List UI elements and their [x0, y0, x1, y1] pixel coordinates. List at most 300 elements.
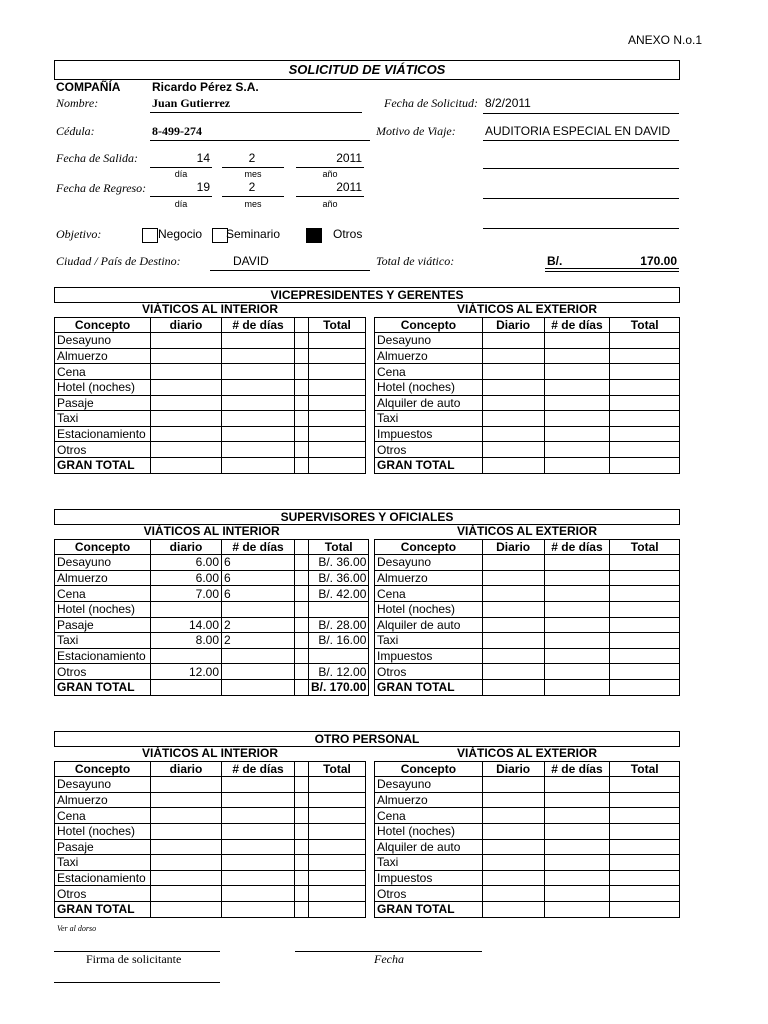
column-header: Total	[610, 539, 680, 555]
grand-total-cell[interactable]	[151, 901, 222, 917]
concept-cell: Cena	[375, 364, 483, 380]
value-cell[interactable]	[482, 411, 544, 427]
column-header: Concepto	[55, 539, 151, 555]
total-cell[interactable]	[309, 333, 366, 349]
total-cell[interactable]	[309, 839, 366, 855]
value-cell[interactable]	[544, 617, 610, 633]
name-value[interactable]: Juan Gutierrez	[152, 96, 231, 110]
value-cell[interactable]	[610, 601, 680, 617]
exterior-heading: VIÁTICOS AL EXTERIOR	[456, 524, 597, 539]
total-cell[interactable]	[309, 442, 366, 458]
concept-cell: Hotel (noches)	[55, 601, 151, 617]
table-row	[55, 395, 366, 411]
blank-cell[interactable]	[295, 586, 309, 602]
table-row	[55, 792, 366, 808]
interior-heading: VIÁTICOS AL INTERIOR	[141, 302, 278, 317]
return-year[interactable]: 2011	[336, 180, 362, 194]
total-cell[interactable]: B/. 42.00	[309, 586, 369, 602]
dias-cell[interactable]	[222, 886, 295, 902]
value-cell[interactable]	[544, 426, 610, 442]
table-row	[55, 855, 366, 871]
value-cell[interactable]	[610, 570, 680, 586]
exterior-heading: VIÁTICOS AL EXTERIOR	[456, 746, 597, 761]
value-cell[interactable]	[544, 664, 610, 680]
total-cell[interactable]: B/. 36.00	[309, 570, 369, 586]
diario-cell[interactable]	[151, 348, 222, 364]
value-cell[interactable]	[610, 586, 680, 602]
blank-cell[interactable]	[295, 411, 309, 427]
diario-cell[interactable]	[151, 855, 222, 871]
value-cell[interactable]	[544, 395, 610, 411]
value-cell[interactable]	[610, 823, 680, 839]
grand-total-cell[interactable]	[482, 679, 544, 695]
value-cell[interactable]	[610, 792, 680, 808]
value-cell[interactable]	[610, 426, 680, 442]
column-header: Diario	[482, 761, 544, 777]
value-cell[interactable]	[610, 333, 680, 349]
value-cell[interactable]	[482, 348, 544, 364]
concept-cell: Taxi	[375, 855, 483, 871]
value-cell[interactable]	[610, 617, 680, 633]
grand-total-cell[interactable]	[482, 457, 544, 473]
departure-day-caption: día	[174, 169, 188, 179]
value-cell[interactable]	[544, 570, 610, 586]
column-header: Total	[610, 317, 680, 333]
form-title: SOLICITUD DE VIÁTICOS	[54, 60, 680, 80]
value-cell[interactable]	[482, 792, 544, 808]
value-cell[interactable]	[544, 333, 610, 349]
return-day-caption: día	[174, 199, 188, 209]
table-row	[375, 886, 680, 902]
blank-cell[interactable]	[295, 839, 309, 855]
grand-total-cell[interactable]	[610, 901, 680, 917]
blank-cell[interactable]	[295, 333, 309, 349]
value-cell[interactable]	[610, 886, 680, 902]
dias-cell[interactable]: 6	[222, 570, 295, 586]
column-header: Concepto	[55, 317, 151, 333]
dias-cell[interactable]: 6	[222, 586, 295, 602]
grand-total-value[interactable]	[309, 457, 366, 473]
diario-cell[interactable]	[151, 870, 222, 886]
value-cell[interactable]	[482, 823, 544, 839]
concept-cell: Hotel (noches)	[55, 823, 151, 839]
return-day[interactable]: 19	[196, 180, 210, 194]
table-row	[55, 617, 369, 633]
diario-cell[interactable]	[151, 839, 222, 855]
column-header: diario	[151, 317, 222, 333]
concept-cell: Estacionamiento	[55, 648, 151, 664]
table-row	[55, 648, 369, 664]
dias-cell[interactable]	[222, 601, 295, 617]
blank-cell[interactable]	[295, 633, 309, 649]
value-cell[interactable]	[544, 855, 610, 871]
table-row	[375, 664, 680, 680]
total-cell[interactable]	[309, 777, 366, 793]
column-header: Concepto	[375, 317, 483, 333]
value-cell[interactable]	[482, 364, 544, 380]
value-cell[interactable]	[482, 617, 544, 633]
diario-cell[interactable]	[151, 808, 222, 824]
total-cell[interactable]	[309, 395, 366, 411]
grand-total-cell[interactable]	[610, 457, 680, 473]
dias-cell[interactable]	[222, 348, 295, 364]
dias-cell[interactable]	[222, 808, 295, 824]
total-cell[interactable]: B/. 16.00	[309, 633, 369, 649]
diario-cell[interactable]	[151, 333, 222, 349]
column-header: Concepto	[55, 761, 151, 777]
grand-total-cell[interactable]	[544, 901, 610, 917]
table-row	[375, 808, 680, 824]
value-cell[interactable]	[544, 839, 610, 855]
grand-total-cell[interactable]	[610, 679, 680, 695]
departure-year[interactable]: 2011	[336, 151, 362, 165]
value-cell[interactable]	[610, 870, 680, 886]
blank-cell[interactable]	[295, 823, 309, 839]
value-cell[interactable]	[544, 633, 610, 649]
total-cell[interactable]	[309, 348, 366, 364]
column-header: # de días	[544, 317, 610, 333]
total-underline	[545, 268, 679, 269]
concept-cell: Almuerzo	[55, 570, 151, 586]
total-cell[interactable]	[309, 886, 366, 902]
table-row	[55, 823, 366, 839]
value-cell[interactable]	[544, 555, 610, 571]
diario-cell[interactable]	[151, 411, 222, 427]
dias-cell[interactable]	[222, 792, 295, 808]
table-row	[375, 442, 680, 458]
table-row	[375, 855, 680, 871]
dias-cell[interactable]	[222, 442, 295, 458]
see-back-note: Ver al dorso	[57, 924, 97, 933]
dias-cell[interactable]: 6	[222, 555, 295, 571]
table-row	[55, 426, 366, 442]
concept-cell: Otros	[55, 886, 151, 902]
value-cell[interactable]	[544, 442, 610, 458]
column-header: Total	[309, 761, 366, 777]
dias-cell[interactable]	[222, 364, 295, 380]
dias-cell[interactable]	[222, 870, 295, 886]
column-header: # de días	[222, 317, 295, 333]
value-cell[interactable]	[544, 601, 610, 617]
table-row	[55, 633, 369, 649]
departure-month[interactable]: 2	[248, 151, 256, 165]
grand-total-cell[interactable]	[222, 457, 295, 473]
dias-cell[interactable]	[222, 648, 295, 664]
value-cell[interactable]	[544, 808, 610, 824]
diario-cell[interactable]: 7.00	[151, 586, 222, 602]
diario-cell[interactable]: 12.00	[151, 664, 222, 680]
column-spacer	[295, 539, 309, 555]
section-title: OTRO PERSONAL	[54, 731, 680, 747]
departure-year-underline	[296, 167, 364, 168]
diario-cell[interactable]: 14.00	[151, 617, 222, 633]
blank-cell[interactable]	[295, 555, 309, 571]
grand-total-cell[interactable]	[482, 901, 544, 917]
blank-cell[interactable]	[295, 886, 309, 902]
dias-cell[interactable]	[222, 823, 295, 839]
table-row	[375, 348, 680, 364]
value-cell[interactable]	[482, 379, 544, 395]
blank-cell[interactable]	[295, 777, 309, 793]
diario-cell[interactable]	[151, 823, 222, 839]
total-cell[interactable]	[309, 648, 369, 664]
table-row	[55, 555, 369, 571]
grand-total-cell[interactable]	[544, 457, 610, 473]
total-cell[interactable]: B/. 12.00	[309, 664, 369, 680]
grand-total-cell[interactable]	[222, 901, 295, 917]
grand-total-row	[375, 679, 680, 695]
return-month-underline	[222, 196, 284, 197]
value-cell[interactable]	[544, 348, 610, 364]
grand-total-value[interactable]	[309, 901, 366, 917]
total-value[interactable]: 170.00	[640, 254, 677, 268]
value-cell[interactable]	[482, 839, 544, 855]
total-cell[interactable]	[309, 855, 366, 871]
id-label: Cédula:	[56, 124, 95, 138]
interior-heading: VIÁTICOS AL INTERIOR	[143, 524, 280, 539]
table-row	[375, 333, 680, 349]
table-row	[375, 411, 680, 427]
business-checkbox[interactable]	[142, 228, 158, 243]
concept-cell: Impuestos	[375, 648, 483, 664]
grand-total-label: GRAN TOTAL	[375, 901, 483, 917]
value-cell[interactable]	[482, 777, 544, 793]
column-spacer	[295, 317, 309, 333]
date-label: Fecha	[374, 952, 404, 966]
destination-value[interactable]: DAVID	[233, 254, 269, 268]
value-cell[interactable]	[544, 870, 610, 886]
diario-cell[interactable]	[151, 395, 222, 411]
grand-total-cell[interactable]	[544, 679, 610, 695]
blank-cell[interactable]	[295, 570, 309, 586]
grand-total-cell[interactable]	[295, 679, 309, 695]
request-date-value[interactable]: 8/2/2011	[485, 96, 531, 110]
concept-cell: Otros	[55, 442, 151, 458]
blank-cell[interactable]	[295, 395, 309, 411]
total-cell[interactable]	[309, 808, 366, 824]
value-cell[interactable]	[610, 808, 680, 824]
grand-total-label: GRAN TOTAL	[55, 679, 151, 695]
diario-cell[interactable]: 6.00	[151, 555, 222, 571]
value-cell[interactable]	[482, 395, 544, 411]
blank-cell[interactable]	[295, 348, 309, 364]
diario-cell[interactable]	[151, 601, 222, 617]
value-cell[interactable]	[544, 364, 610, 380]
grand-total-cell[interactable]	[295, 457, 309, 473]
column-header: diario	[151, 539, 222, 555]
departure-day[interactable]: 14	[196, 151, 210, 165]
id-value[interactable]: 8-499-274	[152, 124, 202, 138]
diario-cell[interactable]	[151, 442, 222, 458]
total-cell[interactable]	[309, 379, 366, 395]
value-cell[interactable]	[610, 555, 680, 571]
value-cell[interactable]	[610, 442, 680, 458]
total-cell[interactable]	[309, 411, 366, 427]
total-cell[interactable]	[309, 823, 366, 839]
value-cell[interactable]	[482, 886, 544, 902]
value-cell[interactable]	[610, 348, 680, 364]
value-cell[interactable]	[482, 664, 544, 680]
blank-cell[interactable]	[295, 601, 309, 617]
blank-cell[interactable]	[295, 379, 309, 395]
dias-cell[interactable]: 2	[222, 617, 295, 633]
concept-cell: Otros	[55, 664, 151, 680]
table-row	[55, 379, 366, 395]
value-cell[interactable]	[482, 586, 544, 602]
total-cell[interactable]: B/. 36.00	[309, 555, 369, 571]
exterior-expense-table	[374, 302, 680, 474]
grand-total-value[interactable]: B/. 170.00	[309, 679, 369, 695]
concept-cell: Impuestos	[375, 870, 483, 886]
annex-label: ANEXO N.o.1	[628, 33, 703, 47]
total-cell[interactable]	[309, 870, 366, 886]
diario-cell[interactable]	[151, 648, 222, 664]
grand-total-cell[interactable]	[151, 457, 222, 473]
dias-cell[interactable]	[222, 426, 295, 442]
interior-expense-table	[54, 524, 369, 696]
concept-cell: Pasaje	[55, 617, 151, 633]
concept-cell: Hotel (noches)	[375, 379, 483, 395]
table-row	[375, 395, 680, 411]
dias-cell[interactable]: 2	[222, 633, 295, 649]
diario-cell[interactable]: 6.00	[151, 570, 222, 586]
value-cell[interactable]	[610, 364, 680, 380]
grand-total-label: GRAN TOTAL	[375, 679, 483, 695]
grand-total-cell[interactable]	[151, 679, 222, 695]
table-row	[375, 570, 680, 586]
value-cell[interactable]	[482, 855, 544, 871]
diario-cell[interactable]: 8.00	[151, 633, 222, 649]
diario-cell[interactable]	[151, 886, 222, 902]
total-cell[interactable]: B/. 28.00	[309, 617, 369, 633]
value-cell[interactable]	[544, 379, 610, 395]
diario-cell[interactable]	[151, 792, 222, 808]
concept-cell: Cena	[55, 808, 151, 824]
diario-cell[interactable]	[151, 364, 222, 380]
grand-total-label: GRAN TOTAL	[55, 457, 151, 473]
value-cell[interactable]	[610, 633, 680, 649]
table-row	[375, 777, 680, 793]
value-cell[interactable]	[610, 839, 680, 855]
value-cell[interactable]	[482, 426, 544, 442]
dias-cell[interactable]	[222, 333, 295, 349]
value-cell[interactable]	[482, 601, 544, 617]
diario-cell[interactable]	[151, 426, 222, 442]
total-cell[interactable]	[309, 364, 366, 380]
concept-cell: Cena	[55, 364, 151, 380]
value-cell[interactable]	[482, 555, 544, 571]
value-cell[interactable]	[482, 570, 544, 586]
table-row	[375, 426, 680, 442]
value-cell[interactable]	[544, 411, 610, 427]
request-date-underline	[483, 113, 679, 114]
column-header: # de días	[222, 539, 295, 555]
value-cell[interactable]	[544, 777, 610, 793]
blank-cell[interactable]	[295, 792, 309, 808]
concept-cell: Desayuno	[55, 333, 151, 349]
value-cell[interactable]	[610, 648, 680, 664]
grand-total-cell[interactable]	[222, 679, 295, 695]
value-cell[interactable]	[610, 395, 680, 411]
value-cell[interactable]	[482, 633, 544, 649]
departure-year-caption: año	[322, 169, 338, 179]
concept-cell: Hotel (noches)	[375, 601, 483, 617]
column-header: Concepto	[375, 761, 483, 777]
table-row	[375, 839, 680, 855]
blank-cell[interactable]	[295, 617, 309, 633]
interior-expense-table	[54, 746, 366, 918]
table-row	[375, 633, 680, 649]
value-cell[interactable]	[610, 411, 680, 427]
other-option-label: Otros	[333, 227, 363, 241]
table-row	[55, 411, 366, 427]
value-cell[interactable]	[482, 442, 544, 458]
dias-cell[interactable]	[222, 379, 295, 395]
dias-cell[interactable]	[222, 395, 295, 411]
return-month[interactable]: 2	[248, 180, 256, 194]
dias-cell[interactable]	[222, 411, 295, 427]
grand-total-label: GRAN TOTAL	[375, 457, 483, 473]
table-row	[375, 823, 680, 839]
table-row	[55, 839, 366, 855]
value-cell[interactable]	[544, 792, 610, 808]
diario-cell[interactable]	[151, 379, 222, 395]
table-row	[55, 333, 366, 349]
blank-cell[interactable]	[295, 808, 309, 824]
total-cell[interactable]	[309, 792, 366, 808]
value-cell[interactable]	[482, 333, 544, 349]
expense-section	[54, 731, 680, 921]
grand-total-cell[interactable]	[295, 901, 309, 917]
dias-cell[interactable]	[222, 664, 295, 680]
value-cell[interactable]	[610, 855, 680, 871]
blank-cell[interactable]	[295, 870, 309, 886]
value-cell[interactable]	[610, 664, 680, 680]
total-cell[interactable]	[309, 601, 369, 617]
blank-cell[interactable]	[295, 442, 309, 458]
dias-cell[interactable]	[222, 839, 295, 855]
value-cell[interactable]	[482, 808, 544, 824]
concept-cell: Otros	[375, 664, 483, 680]
blank-cell[interactable]	[295, 364, 309, 380]
total-cell[interactable]	[309, 426, 366, 442]
blank-cell[interactable]	[295, 664, 309, 680]
dias-cell[interactable]	[222, 855, 295, 871]
departure-label: Fecha de Salida:	[56, 151, 138, 165]
blank-cell[interactable]	[295, 648, 309, 664]
blank-cell[interactable]	[295, 426, 309, 442]
table-row	[55, 570, 369, 586]
company-label: COMPAÑÍA	[56, 80, 121, 94]
value-cell[interactable]	[544, 823, 610, 839]
value-cell[interactable]	[610, 379, 680, 395]
value-cell[interactable]	[544, 586, 610, 602]
table-row	[375, 601, 680, 617]
value-cell[interactable]	[544, 886, 610, 902]
blank-cell[interactable]	[295, 855, 309, 871]
diario-cell[interactable]	[151, 777, 222, 793]
reason-value[interactable]: AUDITORIA ESPECIAL EN DAVID	[485, 124, 671, 138]
value-cell[interactable]	[482, 870, 544, 886]
other-checkbox[interactable]	[306, 228, 322, 243]
table-row	[375, 379, 680, 395]
destination-label: Ciudad / País de Destino:	[56, 254, 181, 268]
value-cell[interactable]	[482, 648, 544, 664]
dias-cell[interactable]	[222, 777, 295, 793]
value-cell[interactable]	[544, 648, 610, 664]
value-cell[interactable]	[610, 777, 680, 793]
table-row	[375, 617, 680, 633]
